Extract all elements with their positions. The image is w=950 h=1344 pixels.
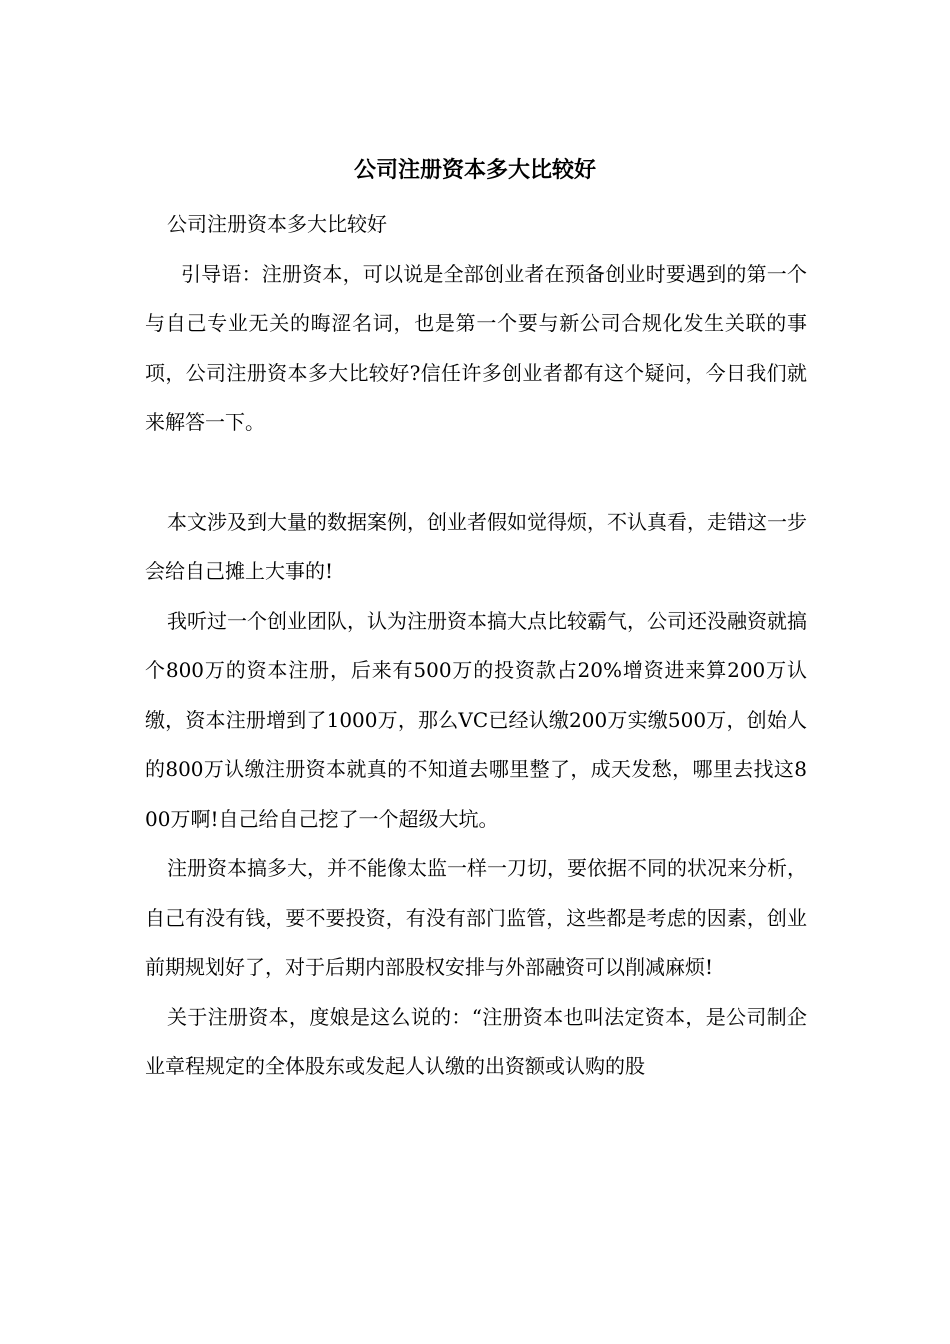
body-paragraph: 注册资本搞多大，并不能像太监一样一刀切，要依据不同的状况来分析，自己有没有钱，要不要投资，有没有部门监管，这些都是考虑的因素，创业前期规划好了，对于后期内部股权安排与外部融资可以削减麻烦! [145,856,807,979]
document-title: 公司注册资本多大比较好 [353,157,596,183]
document-body [145,200,807,1092]
subtitle-paragraph: 公司注册资本多大比较好 [167,212,387,236]
body-paragraph: 本文涉及到大量的数据案例，创业者假如觉得烦，不认真看，走错这一步会给自己摊上大事的! [145,509,807,583]
body-paragraph: 我听过一个创业团队，认为注册资本搞大点比较霸气，公司还没融资就搞个800万的资本注册，后来有500万的投资款占20%增资进来算200万认缴，资本注册增到了1000万，那么VC已经认缴200万实缴500万，创始人的800万认缴注册资本就真的不知道去哪里整了，成天发愁，哪里去找这800万啊!自己给自己挖了一个超级大坑。 [145,608,807,831]
intro-paragraph: 引导语：注册资本，可以说是全部创业者在预备创业时要遇到的第一个与自己专业无关的晦涩名词，也是第一个要与新公司合规化发生关联的事项，公司注册资本多大比较好?信任许多创业者都有这个疑问，今日我们就来解答一下。 [145,261,807,434]
paragraph-gap [145,448,807,498]
body-paragraph: 关于注册资本，度娘是这么说的：“注册资本也叫法定资本，是公司制企业章程规定的全体股东或发起人认缴的出资额或认购的股 [145,1004,807,1078]
